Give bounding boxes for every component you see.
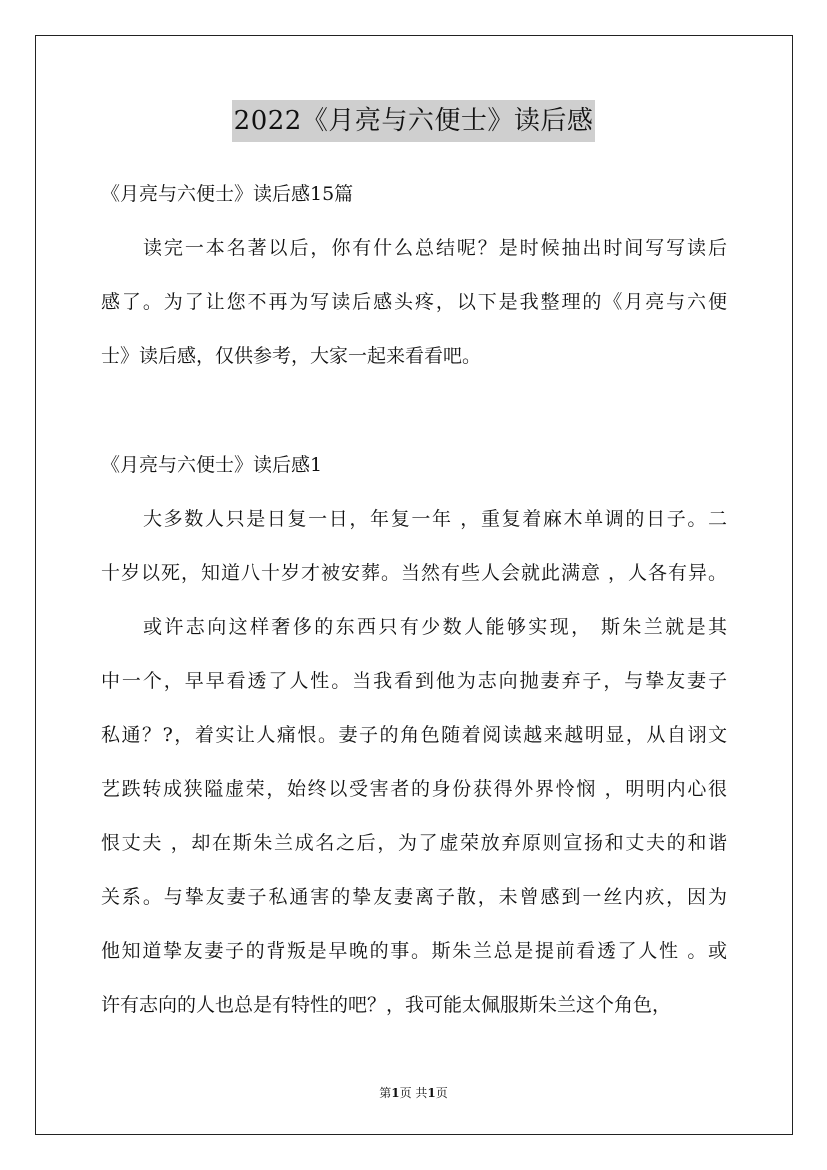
para2-line-5: 恨丈夫 ，却在斯朱兰成名之后，为了虚荣放弃原则宣扬和丈夫的和谐	[101, 832, 727, 854]
para2-line-2: 中一个，早早看透了人性。当我看到他为志向抛妻弃子，与挚友妻子	[101, 670, 727, 692]
footer-page-total: 1	[427, 1086, 436, 1100]
para2-line-7: 他知道挚友妻子的背叛是早晚的事。斯朱兰总是提前看透了人性 。或	[101, 940, 727, 962]
subtitle: 《月亮与六便士》读后感15篇	[101, 183, 354, 205]
para1-line-2: 十岁以死，知道八十岁才被安葬。当然有些人会就此满意 ，人各有异。	[101, 562, 727, 584]
intro-line-2: 感了。为了让您不再为写读后感头疼，以下是我整理的《月亮与六便	[101, 291, 727, 313]
footer-page-suffix: 页	[435, 1086, 448, 1100]
title-container	[0, 100, 827, 142]
footer-page-prefix: 第	[379, 1086, 392, 1100]
footer-page-mid: 页 共	[399, 1086, 428, 1100]
document-title: 2022《月亮与六便士》读后感	[232, 100, 596, 142]
para2-line-6: 关系。与挚友妻子私通害的挚友妻离子散，未曾感到一丝内疚，因为	[101, 886, 727, 908]
section-heading: 《月亮与六便士》读后感1	[101, 454, 323, 476]
para2-line-3: 私通？?，着实让人痛恨。妻子的角色随着阅读越来越明显，从自诩文	[101, 724, 727, 746]
para2-line-4: 艺跌转成狭隘虚荣，始终以受害者的身份获得外界怜悯 ，明明内心很	[101, 778, 727, 800]
intro-line-1: 读完一本名著以后，你有什么总结呢？是时候抽出时间写写读后	[143, 237, 727, 259]
para2-line-1: 或许志向这样奢侈的东西只有少数人能够实现， 斯朱兰就是其	[143, 616, 727, 638]
intro-line-3: 士》读后感，仅供参考，大家一起来看看吧。	[101, 345, 482, 367]
para2-line-8: 许有志向的人也总是有特性的吧？，我可能太佩服斯朱兰这个角色，	[101, 994, 672, 1016]
para1-line-1: 大多数人只是日复一日，年复一年 ，重复着麻木单调的日子。二	[143, 508, 727, 530]
page-footer	[0, 1084, 827, 1101]
footer-page-current: 1	[391, 1086, 400, 1100]
